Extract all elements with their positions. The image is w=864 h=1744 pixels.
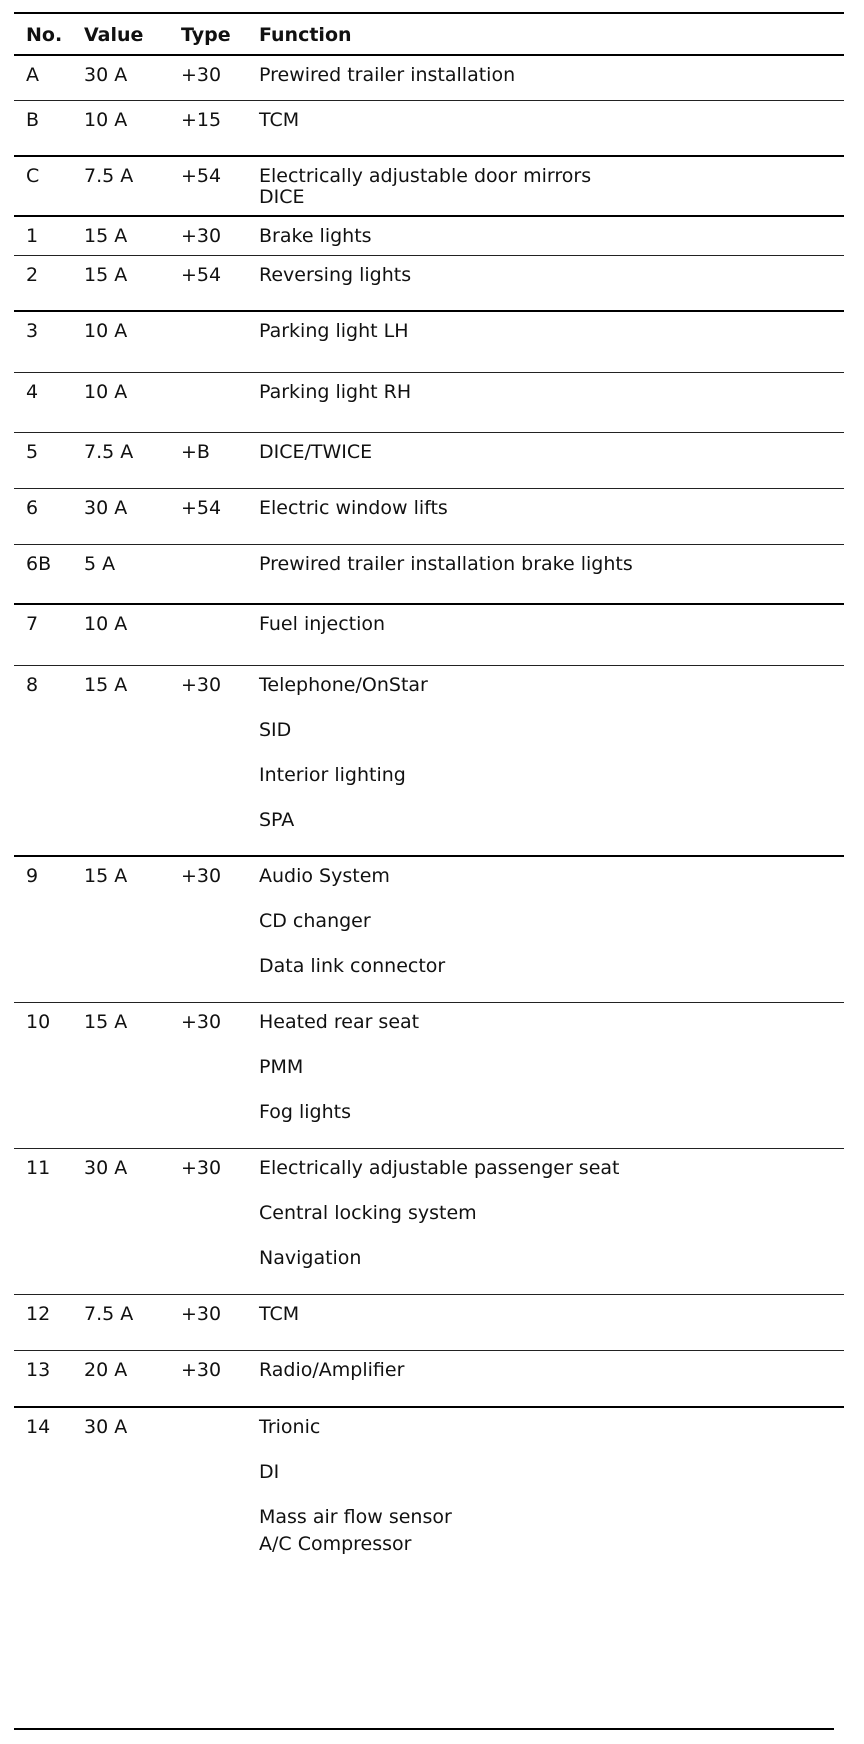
table-body [14, 56, 844, 1559]
function-line: Interior lighting [259, 764, 406, 786]
table-row [14, 605, 844, 666]
function-line: Prewired trailer installation brake lights [259, 553, 633, 575]
fuse-table [14, 12, 844, 1559]
function-line: CD changer [259, 910, 371, 932]
fuse-type: +30 [181, 1359, 222, 1381]
fuse-type: +15 [181, 109, 222, 131]
table-row [14, 56, 844, 101]
function-line: Heated rear seat [259, 1011, 420, 1033]
function-line: Electrically adjustable passenger seat [259, 1157, 620, 1179]
function-line: Reversing lights [259, 264, 412, 286]
fuse-value: 10 A [84, 613, 128, 635]
fuse-number: A [26, 64, 39, 86]
fuse-number: 5 [26, 441, 39, 463]
table-bottom-rule [14, 1728, 834, 1730]
fuse-value: 30 A [84, 64, 128, 86]
table-row [14, 666, 844, 857]
fuse-type: +30 [181, 64, 222, 86]
fuse-number: 1 [26, 225, 39, 247]
table-row [14, 857, 844, 1003]
function-line: Fuel injection [259, 613, 386, 635]
fuse-value: 10 A [84, 381, 128, 403]
fuse-value: 30 A [84, 497, 128, 519]
function-line: Mass air flow sensor [259, 1506, 452, 1528]
function-line: A/C Compressor [259, 1533, 412, 1555]
function-line: Radio/Amplifier [259, 1359, 405, 1381]
fuse-type: +30 [181, 1157, 222, 1179]
fuse-number: B [26, 109, 40, 131]
function-line: Parking light RH [259, 381, 412, 403]
fuse-type: +30 [181, 225, 222, 247]
fuse-number: C [26, 165, 40, 187]
function-line: TCM [259, 1303, 300, 1325]
fuse-type: +54 [181, 497, 222, 519]
fuse-number: 13 [26, 1359, 51, 1381]
function-line: Electrically adjustable door mirrors [259, 165, 592, 187]
table-row [14, 1295, 844, 1351]
fuse-number: 9 [26, 865, 39, 887]
header-no: No. [26, 24, 63, 46]
fuse-type: +30 [181, 865, 222, 887]
function-line: Parking light LH [259, 320, 409, 342]
fuse-number: 6B [26, 553, 52, 575]
fuse-value: 15 A [84, 264, 128, 286]
header-function: Function [259, 24, 352, 46]
fuse-number: 6 [26, 497, 39, 519]
function-line: TCM [259, 109, 300, 131]
fuse-type: +54 [181, 264, 222, 286]
fuse-number: 10 [26, 1011, 51, 1033]
table-row [14, 433, 844, 489]
function-line: DICE/TWICE [259, 441, 373, 463]
header-value: Value [84, 24, 144, 46]
fuse-number: 8 [26, 674, 39, 696]
fuse-value: 30 A [84, 1157, 128, 1179]
table-row [14, 1351, 844, 1408]
function-line: Data link connector [259, 955, 446, 977]
table-row [14, 101, 844, 157]
table-row [14, 312, 844, 373]
table-row [14, 1408, 844, 1559]
function-line: Fog lights [259, 1101, 351, 1123]
function-line: Navigation [259, 1247, 362, 1269]
fuse-value: 10 A [84, 109, 128, 131]
fuse-value: 20 A [84, 1359, 128, 1381]
fuse-number: 11 [26, 1157, 51, 1179]
fuse-value: 7.5 A [84, 165, 134, 187]
fuse-type: +30 [181, 674, 222, 696]
fuse-value: 15 A [84, 865, 128, 887]
function-line: Trionic [259, 1416, 321, 1438]
fuse-value: 5 A [84, 553, 116, 575]
fuse-number: 12 [26, 1303, 51, 1325]
function-line: Electric window lifts [259, 497, 448, 519]
fuse-number: 14 [26, 1416, 51, 1438]
table-row [14, 1149, 844, 1295]
function-line: Prewired trailer installation [259, 64, 516, 86]
function-line: SID [259, 719, 292, 741]
fuse-value: 15 A [84, 1011, 128, 1033]
fuse-value: 7.5 A [84, 441, 134, 463]
table-row [14, 373, 844, 433]
table-row [14, 256, 844, 312]
table-header [14, 14, 844, 56]
fuse-value: 30 A [84, 1416, 128, 1438]
table-row [14, 1003, 844, 1149]
fuse-number: 2 [26, 264, 39, 286]
table-row [14, 217, 844, 256]
function-line: Brake lights [259, 225, 372, 247]
function-line: Central locking system [259, 1202, 477, 1224]
table-row [14, 157, 844, 217]
fuse-value: 7.5 A [84, 1303, 134, 1325]
fuse-type: +54 [181, 165, 222, 187]
function-line: Telephone/OnStar [259, 674, 428, 696]
fuse-type: +B [181, 441, 210, 463]
table-row [14, 545, 844, 605]
function-line: SPA [259, 809, 295, 831]
table-row [14, 489, 844, 545]
header-type: Type [181, 24, 231, 46]
function-line: Audio System [259, 865, 390, 887]
fuse-type: +30 [181, 1011, 222, 1033]
function-line: PMM [259, 1056, 304, 1078]
fuse-number: 4 [26, 381, 39, 403]
fuse-type: +30 [181, 1303, 222, 1325]
fuse-value: 10 A [84, 320, 128, 342]
function-line: DI [259, 1461, 280, 1483]
function-line: DICE [259, 186, 305, 208]
fuse-number: 3 [26, 320, 39, 342]
fuse-value: 15 A [84, 225, 128, 247]
fuse-value: 15 A [84, 674, 128, 696]
fuse-number: 7 [26, 613, 39, 635]
